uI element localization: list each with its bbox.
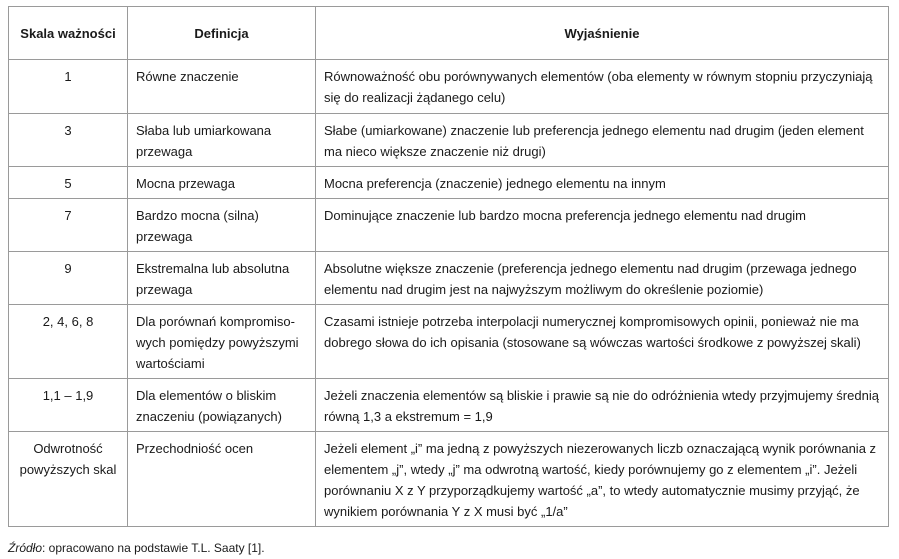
table-row (9, 305, 889, 379)
table-row (9, 167, 889, 199)
header-explanation: Wyjaśnienie (316, 7, 889, 60)
table-row (9, 432, 889, 527)
table-row (9, 199, 889, 252)
table-row (9, 114, 889, 167)
cell-explanation: Czasami istnieje potrzeba interpolacji numerycznej kompromisowych opinii, ponieważ nie ma dobrego słowa do ich opisania (stosowane są wówczas wartości środkowe z powyższej skali) (316, 305, 889, 379)
cell-explanation: Równoważność obu porównywanych elementów (oba elementy w równym stopniu przyczyniają się do realizacji żądanego celu) (316, 60, 889, 114)
cell-definition: Dla elementów o bliskim znaczeniu (powiązanych) (128, 379, 316, 432)
source-note (8, 540, 265, 556)
cell-explanation: Dominujące znaczenie lub bardzo mocna preferencja jednego elementu nad drugim (316, 199, 889, 252)
table-row (9, 252, 889, 305)
header-scale: Skala ważności (9, 7, 128, 60)
cell-scale: 9 (9, 252, 128, 305)
table-row (9, 60, 889, 114)
source-label: Źródło (8, 541, 43, 555)
cell-definition: Przechodniość ocen (128, 432, 316, 527)
cell-definition: Ekstremalna lub absolutna przewaga (128, 252, 316, 305)
cell-explanation: Mocna preferencja (znaczenie) jednego elementu na innym (316, 167, 889, 199)
cell-definition: Bardzo mocna (silna) przewaga (128, 199, 316, 252)
cell-definition: Mocna przewaga (128, 167, 316, 199)
cell-definition: Dla porównań kompromiso-wych pomiędzy powyższymi wartościami (128, 305, 316, 379)
saaty-scale-table (8, 6, 889, 527)
table-row (9, 379, 889, 432)
cell-scale: Odwrotność powyższych skal (9, 432, 128, 527)
cell-scale: 2, 4, 6, 8 (9, 305, 128, 379)
cell-scale: 1,1 – 1,9 (9, 379, 128, 432)
table-header-row (9, 7, 889, 60)
cell-explanation: Słabe (umiarkowane) znaczenie lub preferencja jednego elementu nad drugim (jeden element ma nieco większe znaczenie niż drugi) (316, 114, 889, 167)
cell-scale: 3 (9, 114, 128, 167)
source-text: : opracowano na podstawie T.L. Saaty [1]. (42, 541, 265, 555)
cell-explanation: Jeżeli element „i” ma jedną z powyższych niezerowanych liczb oznaczającą wynik porównania z elementem „j”, wtedy „j” ma odwrotną wartość, kiedy porównujemy go z elementem „i”. Jeżeli porównaniu X z Y przyporządkujemy wartość „a”, to wtedy automatycznie musimy przyjąć, że wynikiem porównania Y z X musi być „1/a” (316, 432, 889, 527)
cell-scale: 7 (9, 199, 128, 252)
cell-definition: Słaba lub umiarkowana przewaga (128, 114, 316, 167)
cell-scale: 1 (9, 60, 128, 114)
cell-definition: Równe znaczenie (128, 60, 316, 114)
cell-explanation: Jeżeli znaczenia elementów są bliskie i prawie są nie do odróżnienia wtedy przyjmujemy średnią równą 1,3 a ekstremum = 1,9 (316, 379, 889, 432)
header-definition: Definicja (128, 7, 316, 60)
cell-scale: 5 (9, 167, 128, 199)
cell-explanation: Absolutne większe znaczenie (preferencja jednego elementu nad drugim (przewaga jednego elementu nad drugim jest na najwyższym możliwym do określenie poziomie) (316, 252, 889, 305)
